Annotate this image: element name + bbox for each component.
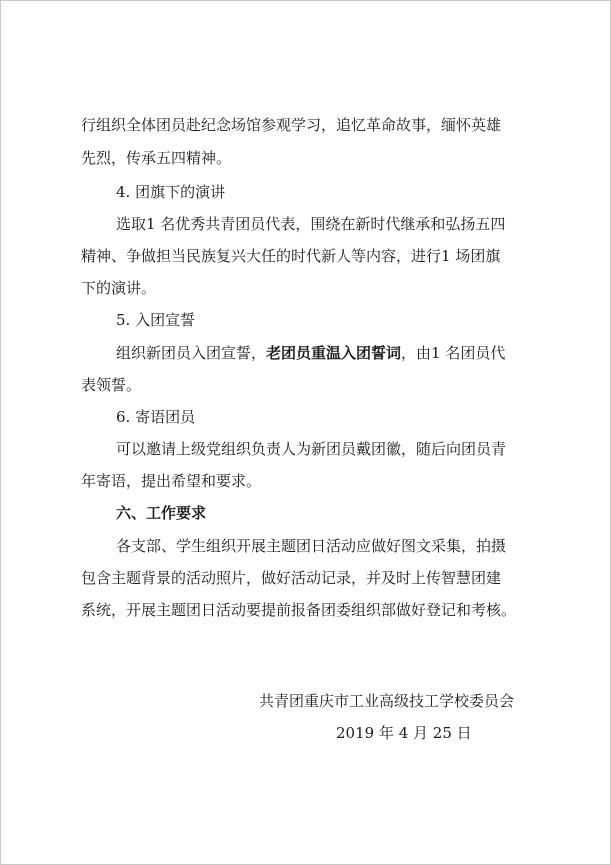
section-heading-6: 6. 寄语团员 <box>116 408 196 426</box>
section-heading-4: 4. 团旗下的演讲 <box>116 183 226 201</box>
paragraph-line: 精神、争做担当民族复兴大任的时代新人等内容，进行1 场团旗 <box>81 247 501 265</box>
paragraph-line: 包含主题背景的活动照片，做好活动记录，并及时上传智慧团建 <box>81 569 502 587</box>
paragraph-line: 行组织全体团员赴纪念场馆参观学习，追忆革命故事，缅怀英雄 <box>81 116 502 134</box>
paragraph-line: 各支部、学生组织开展主题团日活动应做好图文采集，拍摄 <box>116 537 507 555</box>
paragraph-line: 可以邀请上级党组织负责人为新团员戴团徽，随后向团员青 <box>116 440 507 458</box>
signature-date: 2019 年 4 月 25 日 <box>336 724 472 742</box>
emphasized-text: 老团员重温入团誓词 <box>266 344 402 362</box>
paragraph-line: 表领誓。 <box>81 376 142 394</box>
paragraph-text: 组织新团员入团宣誓， <box>116 344 267 362</box>
paragraph-line: 下的演讲。 <box>81 279 157 297</box>
paragraph-text: ，由1 名团员代 <box>401 344 506 362</box>
paragraph-line: 系统，开展主题团日活动要提前报备团委组织部做好登记和考核。 <box>81 601 517 619</box>
paragraph-line: 先烈，传承五四精神。 <box>81 149 232 167</box>
paragraph-line: 选取1 名优秀共青团员代表，围绕在新时代继承和弘扬五四 <box>116 215 506 233</box>
signature-organization: 共青团重庆市工业高级技工学校委员会 <box>259 692 515 710</box>
paragraph-line-mixed <box>116 343 505 363</box>
section-heading-5: 5. 入团宣誓 <box>116 311 196 329</box>
section-heading-requirements: 六、工作要求 <box>116 504 207 522</box>
paragraph-line: 年寄语，提出希望和要求。 <box>81 472 262 490</box>
